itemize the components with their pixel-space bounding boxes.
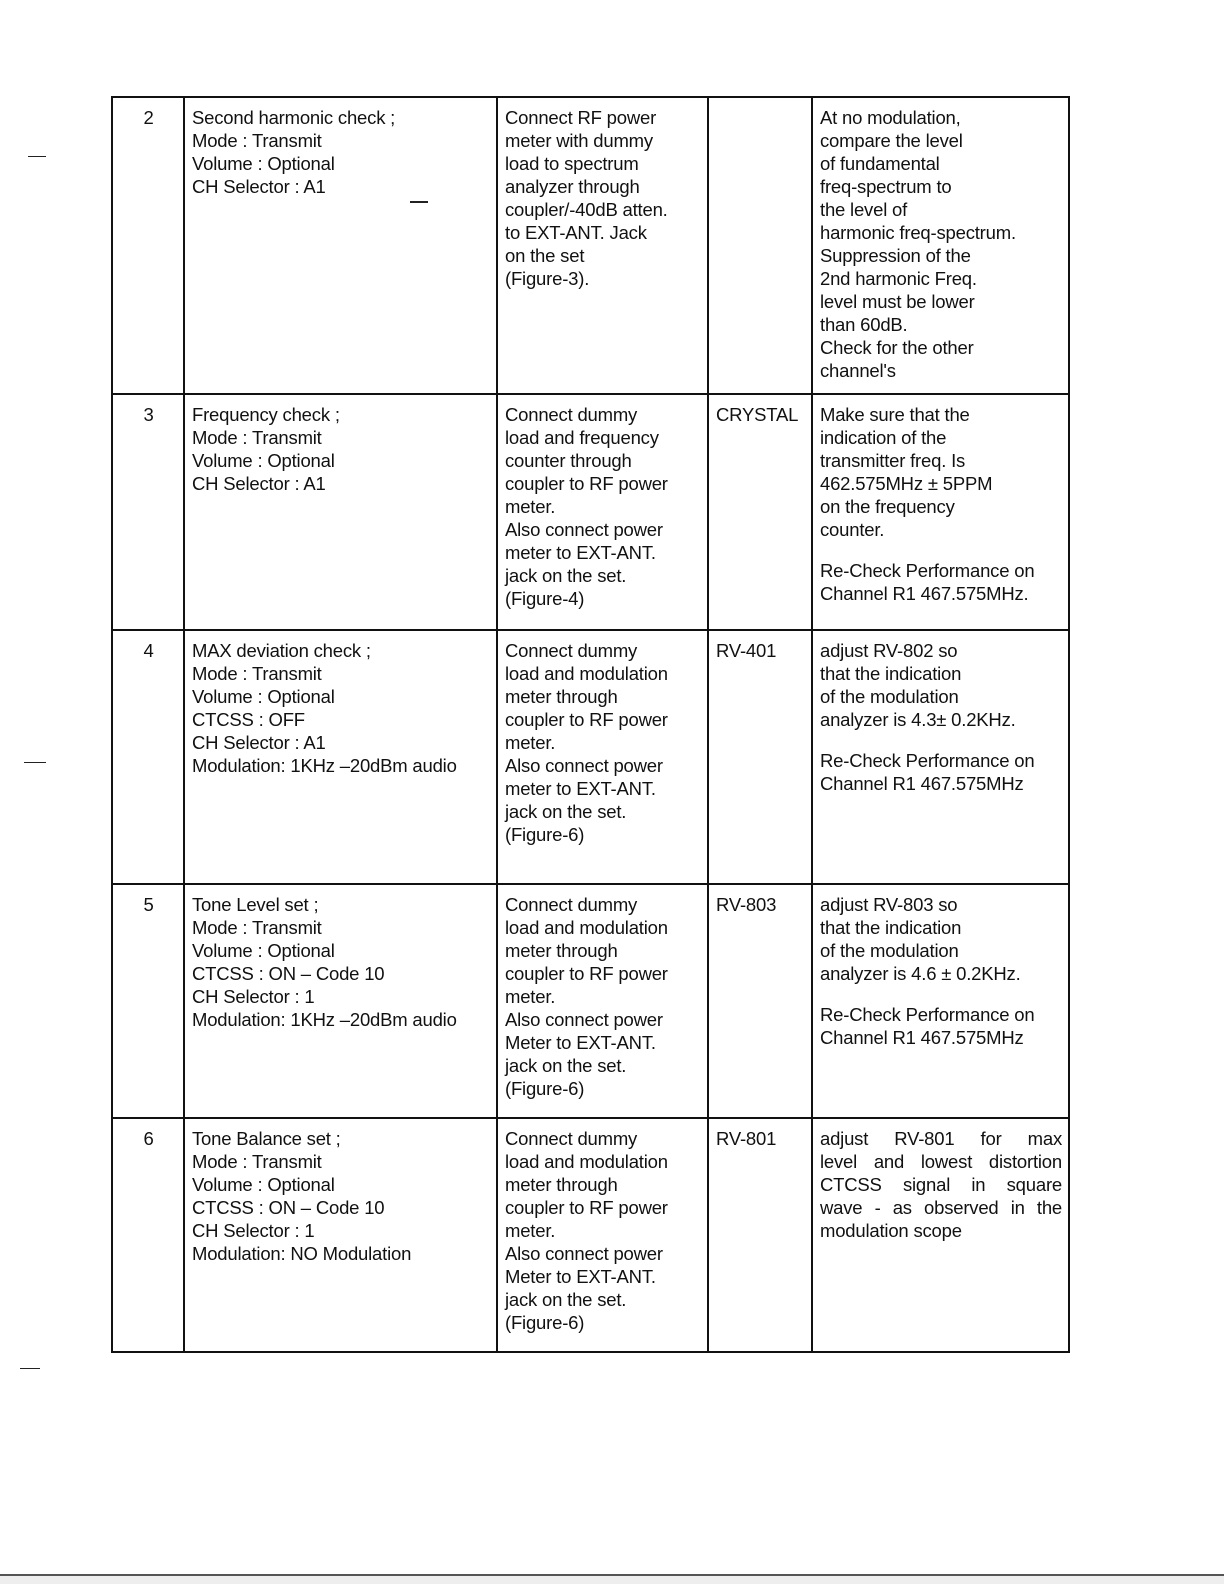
text-line: freq-spectrum to: [820, 176, 952, 197]
setup-lines: [505, 106, 701, 290]
text-line: adjust RV-803 so: [820, 894, 958, 915]
text-line: CTCSS : ON – Code 10: [192, 1197, 385, 1218]
result-lines: [820, 403, 1062, 541]
text-line: coupler to RF power: [505, 473, 668, 494]
test-setup: [497, 884, 708, 1118]
test-result: [812, 97, 1069, 394]
text-line: 2nd harmonic Freq.: [820, 268, 977, 289]
text-line: (Figure-6): [505, 1078, 585, 1099]
text-line: compare the level: [820, 130, 963, 151]
text-line: load and modulation: [505, 663, 668, 684]
table-row: [112, 97, 1069, 394]
text-line: load and frequency: [505, 427, 659, 448]
text-line: on the frequency: [820, 496, 955, 517]
condition-lines: [192, 639, 490, 777]
text-line: analyzer is 4.3± 0.2KHz.: [820, 709, 1016, 730]
text-line: (Figure-3).: [505, 268, 590, 289]
text-line: transmitter freq. Is: [820, 450, 966, 471]
setup-lines: [505, 893, 701, 1100]
text-line: Connect dummy: [505, 404, 638, 425]
adjustment-part: [708, 97, 812, 394]
text-line: adjust RV-801 for max: [820, 1128, 1062, 1149]
table-row: [112, 630, 1069, 884]
condition-lines: [192, 106, 490, 198]
test-setup: [497, 97, 708, 394]
text-line: 462.575MHz ± 5PPM: [820, 473, 993, 494]
table-body: [112, 97, 1069, 1352]
text-line: meter through: [505, 686, 618, 707]
adjustment-part: RV-401: [708, 630, 812, 884]
text-line: meter with dummy: [505, 130, 653, 151]
text-line: of the modulation: [820, 940, 959, 961]
test-condition: [184, 1118, 497, 1352]
text-line: CH Selector : A1: [192, 176, 326, 197]
margin-mark: [24, 762, 46, 763]
text-line: coupler/-40dB atten.: [505, 199, 668, 220]
margin-mark: [20, 1368, 40, 1369]
text-line: Mode : Transmit: [192, 663, 322, 684]
text-line: CH Selector : 1: [192, 1220, 315, 1241]
text-line: Channel R1 467.575MHz: [820, 1027, 1024, 1048]
paragraph-gap: [820, 731, 1062, 749]
text-line: Mode : Transmit: [192, 917, 322, 938]
text-line: of the modulation: [820, 686, 959, 707]
test-condition: [184, 630, 497, 884]
text-line: coupler to RF power: [505, 1197, 668, 1218]
test-condition: [184, 394, 497, 630]
text-line: jack on the set.: [505, 1289, 627, 1310]
text-line: (Figure-6): [505, 824, 585, 845]
text-line: CH Selector : A1: [192, 473, 326, 494]
margin-mark: [28, 156, 46, 157]
text-line: analyzer through: [505, 176, 640, 197]
condition-lines: [192, 403, 490, 495]
step-number: 6: [112, 1118, 184, 1352]
step-number: 4: [112, 630, 184, 884]
result-extra-lines: [820, 985, 1062, 1049]
text-line: analyzer is 4.6 ± 0.2KHz.: [820, 963, 1021, 984]
text-line: indication of the: [820, 427, 947, 448]
text-line: Mode : Transmit: [192, 1151, 322, 1172]
text-line: Volume : Optional: [192, 153, 335, 174]
text-line: modulation scope: [820, 1220, 962, 1241]
adjustment-part: RV-801: [708, 1118, 812, 1352]
text-line: CTCSS : OFF: [192, 709, 305, 730]
result-extra-lines: [820, 541, 1062, 605]
paragraph-gap: [820, 541, 1062, 559]
text-line: Mode : Transmit: [192, 427, 322, 448]
test-result: [812, 630, 1069, 884]
text-line: Suppression of the: [820, 245, 971, 266]
text-line: load and modulation: [505, 1151, 668, 1172]
text-line: Re-Check Performance on: [820, 750, 1035, 771]
text-line: Connect dummy: [505, 894, 638, 915]
condition-lines: [192, 893, 490, 1031]
table-row: [112, 394, 1069, 630]
text-line: Re-Check Performance on: [820, 560, 1035, 581]
page-bottom-edge: [0, 1574, 1224, 1584]
text-line: counter.: [820, 519, 885, 540]
text-line: meter through: [505, 940, 618, 961]
step-number: 3: [112, 394, 184, 630]
text-line: Modulation: NO Modulation: [192, 1243, 412, 1264]
test-setup: [497, 1118, 708, 1352]
table-row: [112, 884, 1069, 1118]
text-line: meter through: [505, 1174, 618, 1195]
text-line: level must be lower: [820, 291, 975, 312]
text-line: Mode : Transmit: [192, 130, 322, 151]
text-line: jack on the set.: [505, 1055, 627, 1076]
text-line: Second harmonic check ;: [192, 107, 396, 128]
text-line: Connect dummy: [505, 1128, 638, 1149]
text-line: coupler to RF power: [505, 963, 668, 984]
step-number: 5: [112, 884, 184, 1118]
alignment-procedure-table: [111, 96, 1070, 1353]
text-line: Frequency check ;: [192, 404, 340, 425]
setup-lines: [505, 639, 701, 846]
text-line: Tone Balance set ;: [192, 1128, 341, 1149]
test-condition: [184, 97, 497, 394]
condition-lines: [192, 1127, 490, 1265]
result-lines: [820, 893, 1062, 985]
text-line: jack on the set.: [505, 801, 627, 822]
text-line: Channel R1 467.575MHz.: [820, 583, 1029, 604]
text-line: Meter to EXT-ANT.: [505, 1032, 656, 1053]
result-extra-lines: [820, 731, 1062, 795]
text-line: jack on the set.: [505, 565, 627, 586]
text-line: meter.: [505, 986, 556, 1007]
test-result: [812, 884, 1069, 1118]
result-lines: [820, 1127, 1062, 1242]
text-line: Connect RF power: [505, 107, 657, 128]
text-line: Tone Level set ;: [192, 894, 319, 915]
text-line: Also connect power: [505, 519, 663, 540]
test-setup: [497, 394, 708, 630]
text-line: (Figure-4): [505, 588, 585, 609]
text-line: than 60dB.: [820, 314, 908, 335]
text-line: meter.: [505, 732, 556, 753]
text-line: Volume : Optional: [192, 450, 335, 471]
text-line: CTCSS : ON – Code 10: [192, 963, 385, 984]
text-line: Channel R1 467.575MHz: [820, 773, 1024, 794]
text-line: meter.: [505, 1220, 556, 1241]
text-line: MAX deviation check ;: [192, 640, 371, 661]
setup-lines: [505, 403, 701, 610]
text-line: At no modulation,: [820, 107, 961, 128]
text-line: Also connect power: [505, 1243, 663, 1264]
text-line: Meter to EXT-ANT.: [505, 1266, 656, 1287]
text-line: Also connect power: [505, 1009, 663, 1030]
text-line: adjust RV-802 so: [820, 640, 958, 661]
test-result: [812, 1118, 1069, 1352]
text-line: of fundamental: [820, 153, 940, 174]
text-line: meter to EXT-ANT.: [505, 542, 656, 563]
text-line: load to spectrum: [505, 153, 639, 174]
text-line: (Figure-6): [505, 1312, 585, 1333]
text-line: that the indication: [820, 663, 962, 684]
text-line: load and modulation: [505, 917, 668, 938]
setup-lines: [505, 1127, 701, 1334]
paragraph-gap: [820, 985, 1062, 1003]
text-line: Modulation: 1KHz –20dBm audio: [192, 755, 457, 776]
text-line: meter.: [505, 496, 556, 517]
text-line: Make sure that the: [820, 404, 970, 425]
table-row: [112, 1118, 1069, 1352]
result-lines: [820, 106, 1062, 382]
text-line: CH Selector : 1: [192, 986, 315, 1007]
adjustment-part: CRYSTAL: [708, 394, 812, 630]
text-line: Check for the other: [820, 337, 974, 358]
step-number: 2: [112, 97, 184, 394]
text-line: meter to EXT-ANT.: [505, 778, 656, 799]
text-line: Connect dummy: [505, 640, 638, 661]
text-line: level and lowest distortion: [820, 1151, 1062, 1172]
text-line: CH Selector : A1: [192, 732, 326, 753]
text-line: that the indication: [820, 917, 962, 938]
text-line: Modulation: 1KHz –20dBm audio: [192, 1009, 457, 1030]
text-line: coupler to RF power: [505, 709, 668, 730]
result-lines: [820, 639, 1062, 731]
test-setup: [497, 630, 708, 884]
text-line: channel's: [820, 360, 896, 381]
text-line: harmonic freq-spectrum.: [820, 222, 1016, 243]
text-line: on the set: [505, 245, 585, 266]
text-line: Volume : Optional: [192, 940, 335, 961]
test-result: [812, 394, 1069, 630]
test-condition: [184, 884, 497, 1118]
text-line: counter through: [505, 450, 632, 471]
text-line: Volume : Optional: [192, 1174, 335, 1195]
text-line: wave - as observed in the: [820, 1197, 1062, 1218]
text-line: Volume : Optional: [192, 686, 335, 707]
text-line: Re-Check Performance on: [820, 1004, 1035, 1025]
text-line: the level of: [820, 199, 908, 220]
text-line: CTCSS signal in square: [820, 1174, 1062, 1195]
adjustment-part: RV-803: [708, 884, 812, 1118]
text-line: Also connect power: [505, 755, 663, 776]
text-line: to EXT-ANT. Jack: [505, 222, 647, 243]
